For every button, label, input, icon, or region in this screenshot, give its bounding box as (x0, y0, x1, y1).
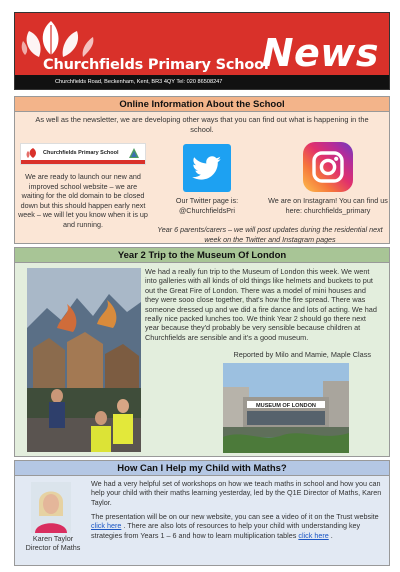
maths-help-section (14, 460, 390, 566)
caption-name: Karen Taylor (32, 534, 74, 543)
children-at-fire-mural-photo (27, 268, 141, 452)
leaves-logo-icon (21, 17, 101, 61)
twitter-text: Our Twitter page is: @ChurchfieldsPri (175, 196, 239, 215)
maths-paragraph-2-b: . There are also lots of resources to help your child with understanding key strategies from Years 1 – 6 and how to learn multiplication tables (91, 521, 361, 540)
trip-report-text: We had a really fun trip to the Museum of London this week. We went into galleries with all kinds of old things like helmets and buckets to put out the Great Fire of London. There was a model of mini houses and they were sooo close together, that's how the fire spread. There was someone dressed up and we did a fire dance and lots of acting. We had really nice packed lunches too. We think Year 2 should go there next year because they'd probably be very sensible because children at Churchfields are sensible and it's a good museum. (145, 267, 377, 342)
maths-paragraph-2 (91, 512, 383, 540)
address-bar: Churchfields Road, Beckenham, Kent, BR3 4QY Tel: 020 86508247 (15, 75, 389, 89)
museum-sign-text: MUSEUM OF LONDON (256, 403, 316, 409)
photo-caption (17, 534, 89, 553)
section-title: Online Information About the School (15, 97, 389, 112)
year6-note: Year 6 parents/carers – we will post updates during the residential next week on the Twitter and Instagram pages (157, 225, 383, 244)
instagram-text: We are on Instagram! You can find us here: churchfields_primary (268, 196, 388, 215)
logo-stripe (21, 160, 145, 164)
maths-paragraph-2-a: The presentation will be on our new website, you can see a video of it on the Trust website (91, 512, 379, 521)
multiplication-link[interactable]: click here (298, 530, 329, 540)
online-information-section (14, 96, 390, 244)
section-title: How Can I Help my Child with Maths? (15, 461, 389, 476)
museum-of-london-photo (223, 363, 349, 453)
caption-role: Director of Maths (25, 543, 81, 553)
museum-trip-section (14, 247, 390, 457)
intro-text: As well as the newsletter, we are developing other ways that you can find out what is happening in the school. (35, 115, 369, 134)
twitter-icon[interactable] (183, 144, 231, 192)
school-logo-icon (25, 147, 41, 159)
logo-text: Churchfields Primary School (43, 150, 119, 156)
reported-by: Reported by Milo and Mamie, Maple Class (233, 350, 371, 359)
karen-taylor-photo (31, 482, 71, 533)
trust-logo-icon (128, 147, 140, 159)
newsletter-header (14, 12, 390, 90)
trust-website-link[interactable]: click here (91, 521, 122, 531)
section-title: Year 2 Trip to the Museum Of London (15, 248, 389, 263)
news-title: News (261, 31, 379, 75)
website-logo-banner (20, 143, 146, 165)
maths-paragraph-2-c: . (328, 530, 333, 540)
instagram-icon[interactable] (303, 142, 353, 192)
school-name: Churchfields Primary School (43, 57, 269, 73)
website-text: We are ready to launch our new and improved school website – we are waiting for the old domain to be closed down but this should happen early next week – we will let you know when it is up and running. (18, 172, 148, 229)
maths-paragraph-1: We had a very helpful set of workshops on how we teach maths in school and how you can help your child with their maths learning yesterday, led by the Q1E Director of Maths, Karen Taylor. (91, 479, 382, 507)
